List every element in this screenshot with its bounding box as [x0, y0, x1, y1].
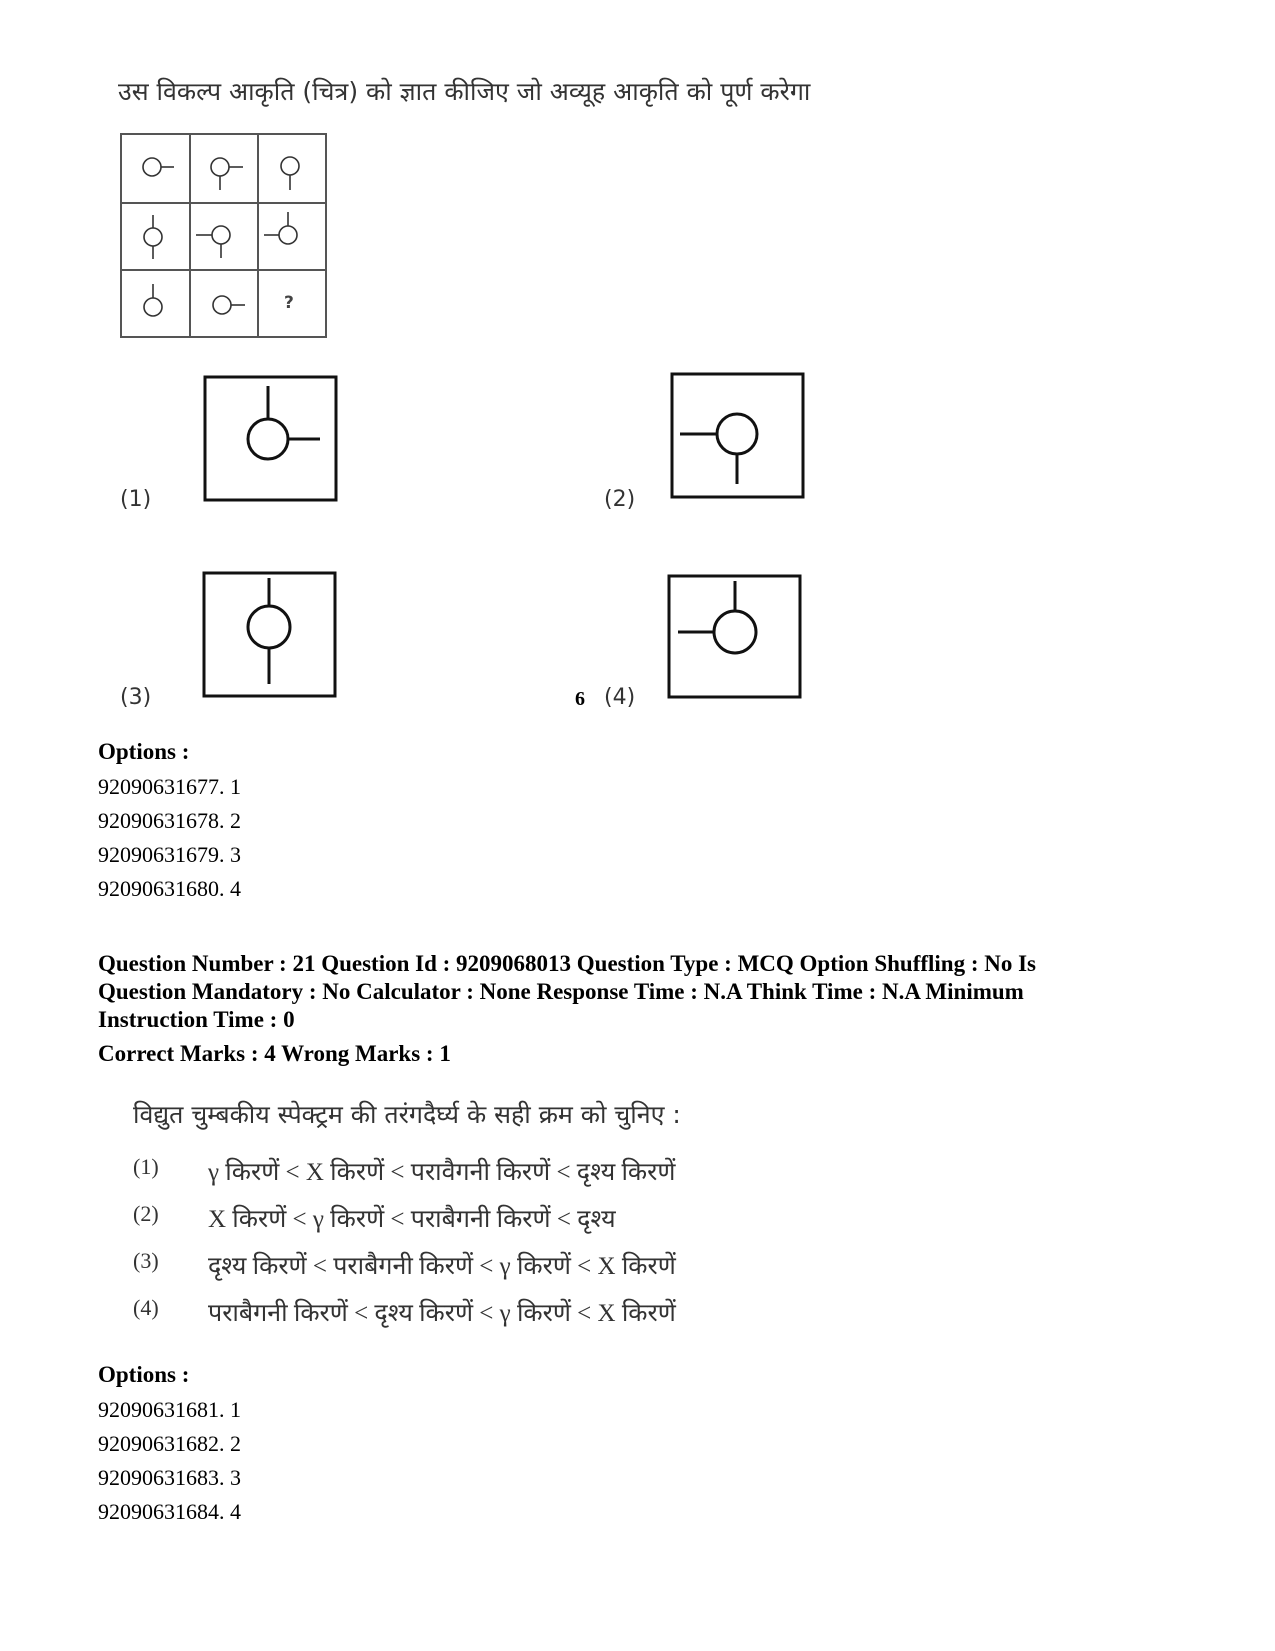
choice-label-1: (1): [120, 487, 152, 512]
option-q20-2: 92090631678. 2: [98, 808, 241, 833]
choice-text: γ किरणें < X किरणें < परावैगनी किरणें < दृश्य किरणें: [208, 1159, 676, 1186]
option-q21-4: 92090631684. 4: [98, 1499, 241, 1524]
choice-text: X किरणें < γ किरणें < पराबैगनी किरणें < दृश्य: [208, 1206, 616, 1233]
choice-number: (2): [133, 1201, 159, 1226]
page-number: 6: [575, 688, 585, 710]
choice-number: (4): [133, 1295, 159, 1320]
choice-label-4: (4): [604, 685, 636, 710]
question-21-marks: Correct Marks : 4 Wrong Marks : 1: [98, 1041, 451, 1066]
choice-text: दृश्य किरणें < पराबैगनी किरणें < γ किरणें < X किरणें: [208, 1253, 676, 1280]
choice-label-3: (3): [120, 685, 152, 710]
question-20-prompt: उस विकल्प आकृति (चित्र) को ज्ञात कीजिए जो अव्यूह आकृति को पूर्ण करेगा: [118, 77, 811, 106]
question-21-meta-line-1: Question Number : 21 Question Id : 9209068013 Question Type : MCQ Option Shuffling : No Is: [98, 951, 1037, 976]
choice-number: (1): [133, 1154, 159, 1179]
question-21-prompt: विद्युत चुम्बकीय स्पेक्ट्रम की तरंगदैर्घ्य के सही क्रम को चुनिए :: [133, 1100, 681, 1129]
option-q21-2: 92090631682. 2: [98, 1431, 241, 1456]
option-q20-3: 92090631679. 3: [98, 842, 241, 867]
option-q20-1: 92090631677. 1: [98, 774, 241, 799]
option-q21-3: 92090631683. 3: [98, 1465, 241, 1490]
question-21-meta-line-2: Question Mandatory : No Calculator : None Response Time : N.A Think Time : N.A Minimum: [98, 979, 1024, 1004]
choice-text: पराबैगनी किरणें < दृश्य किरणें < γ किरणें < X किरणें: [208, 1300, 676, 1327]
question-21-meta-line-3: Instruction Time : 0: [98, 1007, 295, 1032]
options-heading-q20: Options :: [98, 739, 190, 764]
option-q21-1: 92090631681. 1: [98, 1397, 241, 1422]
choice-label-2: (2): [604, 487, 636, 512]
missing-cell-mark: ?: [284, 293, 294, 313]
options-heading-q21: Options :: [98, 1362, 190, 1387]
option-q20-4: 92090631680. 4: [98, 876, 241, 901]
choice-number: (3): [133, 1248, 159, 1273]
